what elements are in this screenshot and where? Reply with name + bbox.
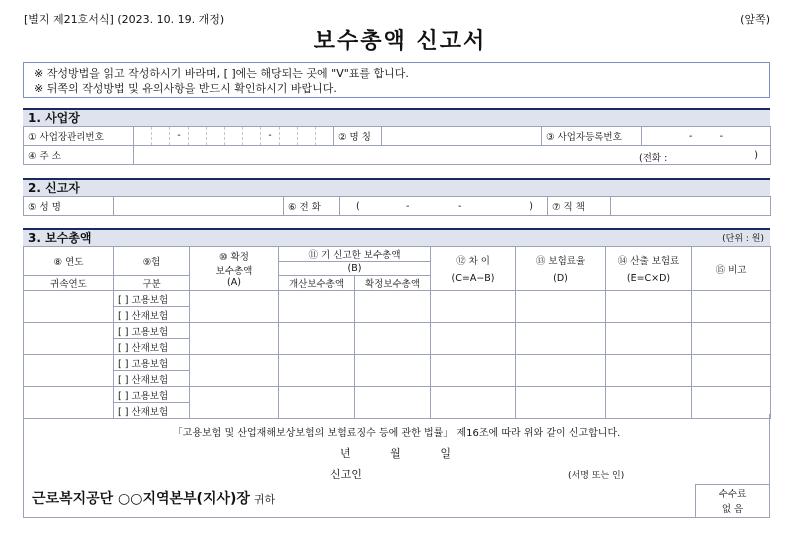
- reporter-label: 신고인: [330, 468, 362, 481]
- signature-field[interactable]: (서명 또는 인): [568, 471, 625, 481]
- form-number: [별지 제21호서식] (2023. 10. 19. 개정): [24, 13, 225, 26]
- address-label: ④ 주 소: [24, 146, 134, 165]
- reporter-table: [23, 196, 771, 216]
- col-reported: ⑪ 기 신고한 보수총액: [279, 247, 431, 262]
- name-field[interactable]: [382, 127, 542, 146]
- col-insurance-sub: 구분: [114, 276, 190, 291]
- unit-label: (단위 : 원): [722, 234, 764, 244]
- col-estimated: 개산보수총액: [279, 276, 355, 291]
- col-year-sub: 귀속연도: [24, 276, 114, 291]
- payroll-table: [23, 246, 771, 419]
- mgmt-no-field[interactable]: - -: [134, 127, 334, 146]
- section-payroll-total: [23, 228, 770, 419]
- employment-checkbox[interactable]: [ ] 고용보험: [114, 323, 190, 339]
- col-rate: ⑬ 보험료율 (D): [516, 247, 606, 291]
- reporter-position-field[interactable]: [611, 197, 771, 216]
- name-label: ② 명 칭: [334, 127, 382, 146]
- col-confirmed: ⑩ 확정 보수총액 (A): [190, 247, 279, 291]
- employment-checkbox[interactable]: [ ] 고용보험: [114, 355, 190, 371]
- recipient: 근로복지공단 ○○지역본부(지사)장 귀하: [32, 491, 276, 507]
- biz-reg-field[interactable]: - -: [642, 127, 771, 146]
- col-difference: ⑫ 차 이 (C=A−B): [431, 247, 516, 291]
- col-final: 확정보수총액: [355, 276, 431, 291]
- col-year: ⑧ 연도: [24, 247, 114, 276]
- table-row: [24, 291, 771, 307]
- table-row: [24, 387, 771, 403]
- accident-checkbox[interactable]: [ ] 산재보험: [114, 403, 190, 419]
- declaration-area: [23, 414, 770, 518]
- mgmt-no-label: ① 사업장관리번호: [24, 127, 134, 146]
- reporter-name-field[interactable]: [114, 197, 284, 216]
- accident-checkbox[interactable]: [ ] 산재보험: [114, 339, 190, 355]
- document-title: 보수총액 신고서: [313, 29, 487, 54]
- employment-checkbox[interactable]: [ ] 고용보험: [114, 291, 190, 307]
- table-row: [24, 323, 771, 339]
- address-field[interactable]: [134, 146, 771, 165]
- section-title: 2. 신고자: [23, 178, 770, 196]
- col-reported-b: (B): [279, 262, 431, 276]
- fee-box: 수수료 없 음: [695, 484, 769, 518]
- employment-checkbox[interactable]: [ ] 고용보험: [114, 387, 190, 403]
- law-statement: 「고용보험 및 산업재해보상보험의 보험료징수 등에 관한 법률」 제16조에 따라 위와 같이 신고합니다.: [172, 428, 621, 439]
- reporter-position-label: ⑦ 직 책: [548, 197, 611, 216]
- section-workplace: [23, 108, 770, 165]
- reporter-phone-label: ⑥ 전 화: [284, 197, 340, 216]
- reporter-name-label: ⑤ 성 명: [24, 197, 114, 216]
- section-title: 3. 보수총액 (단위 : 원): [23, 228, 770, 246]
- biz-reg-label: ③ 사업자등록번호: [542, 127, 642, 146]
- col-premium: ⑭ 산출 보험료 (E=C×D): [606, 247, 692, 291]
- reporter-phone-field[interactable]: ( - - ): [340, 197, 548, 216]
- page-side-label: (앞쪽): [740, 13, 770, 26]
- phone-close: ): [754, 150, 758, 161]
- section-title: 1. 사업장: [23, 108, 770, 126]
- accident-checkbox[interactable]: [ ] 산재보험: [114, 307, 190, 323]
- table-row: [24, 355, 771, 371]
- date-line: 년 월 일: [340, 447, 453, 460]
- notice-box: [23, 62, 770, 98]
- col-insurance: ⑨험: [114, 247, 190, 276]
- col-note: ⑮ 비고: [692, 247, 771, 291]
- section-reporter: [23, 178, 770, 216]
- workplace-table: [23, 126, 771, 165]
- phone-label: (전화 :: [639, 153, 668, 164]
- accident-checkbox[interactable]: [ ] 산재보험: [114, 371, 190, 387]
- notice-line-1: ※ 작성방법을 읽고 작성하시기 바라며, [ ]에는 해당되는 곳에 "V"표를 합니다.: [34, 67, 409, 80]
- notice-line-2: ※ 뒤쪽의 작성방법 및 유의사항을 반드시 확인하시기 바랍니다.: [34, 82, 337, 95]
